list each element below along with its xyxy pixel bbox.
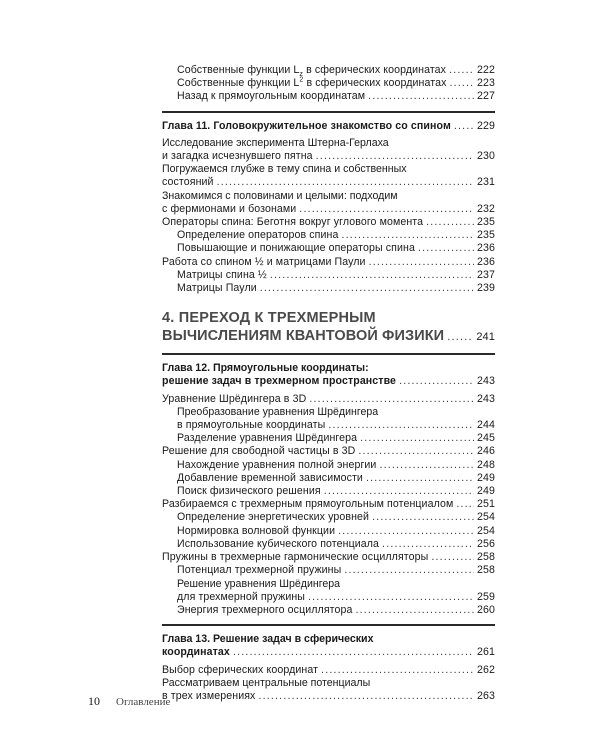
toc-page-number: 260 xyxy=(477,603,495,616)
chapter-heading xyxy=(162,111,495,133)
chapter-title: Глава 11. Головокружительное знакомство со спином xyxy=(162,119,451,132)
toc-page-number: 241 xyxy=(476,331,495,344)
dot-leader xyxy=(217,176,474,189)
toc-entry-title-rest: в сферических координатах xyxy=(303,77,447,90)
toc-entry-title: Определение операторов спина xyxy=(177,229,339,242)
toc-entry xyxy=(162,604,495,617)
dot-leader xyxy=(355,604,474,617)
dot-leader xyxy=(341,229,474,242)
toc-entry xyxy=(162,564,495,577)
toc-page-number: 258 xyxy=(477,564,495,577)
toc-entry-title: Определение энергетических уровней xyxy=(177,511,370,524)
toc-page-number: 237 xyxy=(477,268,495,281)
toc-entry xyxy=(162,229,495,242)
dot-leader xyxy=(324,485,474,498)
chapter-title-cont: координатах xyxy=(162,646,230,659)
dot-leader xyxy=(447,328,473,346)
dot-leader xyxy=(426,216,474,229)
toc-page-number: 232 xyxy=(477,202,495,215)
toc-entry xyxy=(162,525,495,538)
toc-page-number: 261 xyxy=(477,646,495,659)
toc-entry-title: Собственные функции L xyxy=(177,64,300,76)
toc-entry xyxy=(162,77,495,90)
dot-leader xyxy=(233,646,474,659)
toc-entry-title: Разбираемся с трехмерным прямоугольным потенциалом xyxy=(162,498,454,511)
toc-entry-title: Операторы спина: Беготня вокруг углового момента xyxy=(162,216,424,229)
toc-page-number: 239 xyxy=(477,282,495,295)
toc-entry xyxy=(162,445,495,458)
dot-leader xyxy=(344,564,474,577)
toc-page-number: 249 xyxy=(477,485,495,498)
toc-page-number: 227 xyxy=(477,90,495,103)
subscript: z xyxy=(299,71,304,79)
toc-page-number: 243 xyxy=(477,392,495,405)
toc-entry-title: Нормировка волновой функции xyxy=(177,524,336,537)
toc-entry-title: Работа со спином ½ и матрицами Паули xyxy=(162,255,366,268)
toc-page-number: 254 xyxy=(477,524,495,537)
toc-page-number: 258 xyxy=(477,551,495,564)
toc-entry-title: Назад к прямоугольным координатам xyxy=(177,90,366,103)
toc-entry-title: Потенциал трехмерной пружины xyxy=(177,564,342,577)
dot-leader xyxy=(321,664,474,677)
dot-leader xyxy=(399,375,474,388)
dot-leader xyxy=(328,419,474,432)
toc-page-number: 248 xyxy=(477,458,495,471)
toc-entry xyxy=(162,256,495,269)
toc-entry xyxy=(162,393,495,406)
toc-entry xyxy=(162,578,495,604)
part-title-cont: ВЫЧИСЛЕНИЯМ КВАНТОВОЙ ФИЗИКИ xyxy=(162,328,445,345)
toc-entry-title: Рассматриваем центральные потенциалы xyxy=(162,676,371,689)
toc-entry-title: Поиск физического решения xyxy=(177,485,321,498)
dot-leader xyxy=(449,77,474,90)
toc-entry-title: Решение для свободной частицы в 3D xyxy=(162,445,356,458)
toc-entry-title-cont: для трехмерной пружины xyxy=(177,590,306,603)
superscript: 2 xyxy=(299,76,304,84)
toc-entry xyxy=(162,472,495,485)
dot-leader xyxy=(358,445,474,458)
toc-entry-title-rest: в сферических координатах xyxy=(303,64,447,76)
toc-page-number: 236 xyxy=(477,255,495,268)
toc-entry xyxy=(162,498,495,511)
dot-leader xyxy=(431,551,474,564)
toc-entry xyxy=(162,242,495,255)
toc-page-number: 223 xyxy=(477,77,495,90)
toc-entry xyxy=(162,538,495,551)
toc-page-number: 263 xyxy=(477,689,495,702)
toc-entry xyxy=(162,664,495,677)
toc-entry xyxy=(162,511,495,524)
toc-entry-title-cont: с фермионами и бозонами xyxy=(162,202,297,215)
toc-page-number: 256 xyxy=(477,537,495,550)
toc-entry-title: Матрицы Паули xyxy=(177,282,257,295)
toc-entry-title: Уравнение Шрёдингера в 3D xyxy=(162,392,307,405)
toc-page-number: 245 xyxy=(477,432,495,445)
toc-page-number: 230 xyxy=(477,150,495,163)
running-title: Оглавление xyxy=(116,696,171,708)
toc-entry xyxy=(162,120,495,133)
toc-entry-title: Выбор сферических координат xyxy=(162,663,319,676)
part-heading xyxy=(162,309,495,346)
toc-entry-title-cont: в трех измерениях xyxy=(162,689,256,702)
toc-entry-title: Решение уравнения Шрёдингера xyxy=(177,577,341,590)
toc-entry xyxy=(162,282,495,295)
dot-leader xyxy=(270,269,474,282)
toc-entry xyxy=(162,163,495,189)
dot-leader xyxy=(418,242,474,255)
toc-entry-title: Преобразование уравнения Шрёдингера xyxy=(177,405,379,418)
toc-entry-title: Разделение уравнения Шрёдингера xyxy=(177,432,358,445)
toc-page-number: 235 xyxy=(477,216,495,229)
toc-entry xyxy=(162,551,495,564)
toc-page-number: 262 xyxy=(477,663,495,676)
toc-page-number: 231 xyxy=(477,176,495,189)
toc-entry xyxy=(162,406,495,432)
chapter-title-cont: решение задач в трехмерном пространстве xyxy=(162,375,397,388)
toc-page-number: 249 xyxy=(477,471,495,484)
dot-leader xyxy=(456,498,474,511)
dot-leader xyxy=(379,459,474,472)
toc-page-number: 246 xyxy=(477,445,495,458)
dot-leader xyxy=(338,525,474,538)
toc-page-number: 235 xyxy=(477,229,495,242)
toc-entry xyxy=(162,190,495,216)
page-footer xyxy=(88,694,170,709)
toc-entry xyxy=(162,432,495,445)
toc-page-number: 243 xyxy=(477,375,495,388)
toc-entry-title: Собственные функции L xyxy=(177,77,300,90)
toc-entry xyxy=(162,459,495,472)
toc-page-number: 254 xyxy=(477,511,495,524)
dot-leader xyxy=(309,393,474,406)
toc-entry-title: Повышающие и понижающие операторы спина xyxy=(177,242,415,255)
toc-page-number: 229 xyxy=(477,119,495,132)
toc-entry-title-cont: состояний xyxy=(162,176,214,189)
toc-page-number: 222 xyxy=(477,64,495,76)
part-title: 4. ПЕРЕХОД К ТРЕХМЕРНЫМ xyxy=(162,310,376,327)
table-of-contents xyxy=(162,64,495,703)
toc-entry xyxy=(162,677,495,703)
toc-entry-title-cont: и загадка исчезнувшего пятна xyxy=(162,150,313,163)
dot-leader xyxy=(454,120,474,133)
chapter-title: Глава 12. Прямоугольные координаты: xyxy=(162,362,369,375)
chapter-heading xyxy=(162,353,495,388)
dot-leader xyxy=(366,472,474,485)
toc-entry xyxy=(162,64,495,77)
dot-leader xyxy=(258,690,474,703)
dot-leader xyxy=(382,538,474,551)
dot-leader xyxy=(308,591,474,604)
dot-leader xyxy=(260,282,474,295)
toc-entry-title: Использование кубического потенциала xyxy=(177,537,380,550)
toc-entry-title: Энергия трехмерного осциллятора xyxy=(177,603,353,616)
dot-leader xyxy=(360,432,474,445)
toc-entry-title: Погружаемся глубже в тему спина и собственных xyxy=(162,163,407,176)
dot-leader xyxy=(372,511,474,524)
toc-entry-title: Знакомимся с половинами и целыми: подходим xyxy=(162,189,398,202)
dot-leader xyxy=(369,256,474,269)
toc-entry xyxy=(162,90,495,103)
dot-leader xyxy=(299,203,474,216)
page-number: 10 xyxy=(88,694,100,708)
dot-leader xyxy=(449,64,474,77)
chapter-heading xyxy=(162,624,495,659)
toc-entry-title: Матрицы спина ½ xyxy=(177,268,267,281)
dot-leader xyxy=(316,150,474,163)
toc-entry-title: Нахождение уравнения полной энергии xyxy=(177,458,377,471)
toc-entry xyxy=(162,137,495,163)
toc-page-number: 244 xyxy=(477,419,495,432)
toc-page-number: 236 xyxy=(477,242,495,255)
toc-entry xyxy=(162,216,495,229)
toc-entry xyxy=(162,269,495,282)
toc-entry-title: Пружины в трехмерные гармонические осцилляторы xyxy=(162,551,429,564)
toc-entry-title: Исследование эксперимента Штерна-Герлаха xyxy=(162,136,389,149)
chapter-title: Глава 13. Решение задач в сферических xyxy=(162,633,374,646)
toc-entry xyxy=(162,485,495,498)
toc-entry-title: Добавление временной зависимости xyxy=(177,471,363,484)
dot-leader xyxy=(368,90,474,103)
toc-entry-title-cont: в прямоугольные координаты xyxy=(177,419,326,432)
toc-page-number: 259 xyxy=(477,590,495,603)
toc-page-number: 251 xyxy=(477,498,495,511)
